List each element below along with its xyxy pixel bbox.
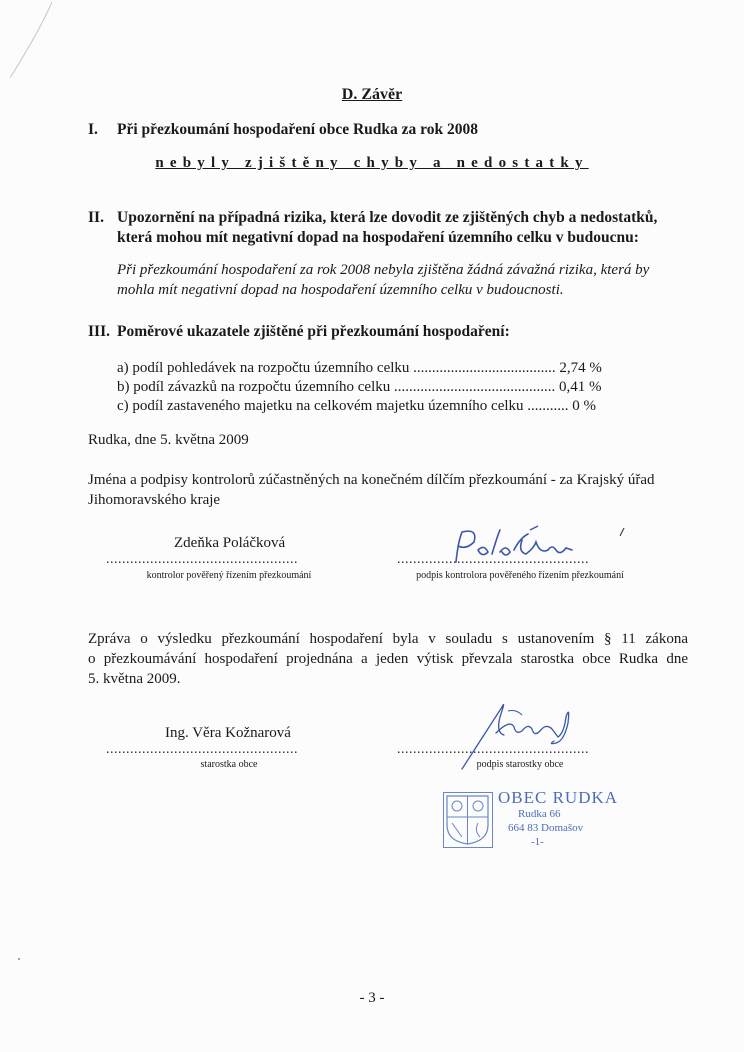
section-1-number: I. — [88, 121, 98, 138]
report-statement-line2: o přezkoumávání hospodaření projednána a jeden výtisk převzala starostka obce Rudka dne — [88, 651, 688, 667]
page-number: - 3 - — [359, 990, 385, 1006]
section-3-title-text: Poměrové ukazatele zjištěné při přezkoumání hospodaření: — [117, 323, 510, 340]
inspector-caption: kontrolor pověřený řízením přezkoumání — [146, 570, 312, 581]
scan-dot — [18, 958, 20, 960]
section-1-result: nebyly zjištěny chyby a nedostatky — [155, 155, 589, 171]
mayor-caption: starostka obce — [200, 759, 258, 770]
section-2-number: II. — [88, 209, 104, 226]
stamp-address-line2: 664 83 Domašov — [508, 822, 584, 834]
stamp-name: OBEC RUDKA — [498, 788, 619, 807]
ratio-list — [117, 359, 602, 416]
inspector-signature — [448, 522, 628, 572]
mayor-signature-dotted-line: ................................................ — [397, 742, 589, 757]
inspector-name: Zdeňka Poláčková — [174, 535, 286, 551]
mayor-signature-caption: podpis starostky obce — [476, 759, 564, 770]
section-2-body-line2: mohla mít negativní dopad na hospodaření územního celku v budoucnosti. — [117, 282, 564, 298]
coat-of-arms-icon — [443, 792, 493, 848]
section-2-title — [88, 208, 688, 248]
mayor-signature — [456, 693, 586, 773]
inspector-dotted-line: ................................................ — [106, 552, 298, 567]
inspectors-statement-line1: Jména a podpisy kontrolorů zúčastněných na konečném dílčím přezkoumání - za Krajský úřad — [88, 472, 655, 488]
section-3-number: III. — [88, 323, 110, 340]
inspectors-statement-line2: Jihomoravského kraje — [88, 492, 221, 508]
inspector-signature-caption: podpis kontrolora pověřeného řízením přezkoumání — [416, 570, 624, 581]
municipal-stamp — [443, 788, 619, 852]
stamp-address-line1: Rudka 66 — [518, 808, 561, 820]
section-3-title — [88, 322, 510, 342]
scan-margin-mark — [0, 0, 60, 80]
stamp-number: -1- — [531, 836, 544, 848]
inspector-signature-dotted-line: ................................................ — [397, 552, 589, 567]
section-2-body-line1: Při přezkoumání hospodaření za rok 2008 nebyla zjištěna žádná závažná rizika, která by — [117, 262, 650, 278]
section-heading: D. Závěr — [341, 86, 403, 103]
ratio-item-liabilities: b) podíl závazků na rozpočtu územního celku ........................................... 0,41 % — [117, 379, 602, 395]
section-1-title — [88, 120, 478, 140]
report-statement-line3: 5. května 2009. — [88, 671, 181, 687]
mayor-name: Ing. Věra Kožnarová — [165, 725, 291, 741]
mayor-dotted-line: ................................................ — [106, 742, 298, 757]
section-2-title-line2: která mohou mít negativní dopad na hospodaření územního celku v budoucnu: — [117, 229, 639, 246]
ratio-item-pledged-assets: c) podíl zastaveného majetku na celkovém majetku územního celku ........... 0 % — [117, 398, 597, 414]
section-2-body — [117, 260, 697, 300]
inspectors-statement — [88, 470, 688, 510]
report-statement-line1: Zpráva o výsledku přezkoumání hospodaření byla v souladu s ustanovením § 11 zákona — [88, 631, 688, 647]
section-1-title-text: Při přezkoumání hospodaření obce Rudka za rok 2008 — [117, 121, 478, 138]
ratio-item-receivables: a) podíl pohledávek na rozpočtu územního celku ...................................... 2,74 % — [117, 360, 602, 376]
section-2-title-line1: Upozornění na případná rizika, která lze dovodit ze zjištěných chyb a nedostatků, — [117, 209, 658, 226]
report-statement — [88, 629, 688, 689]
place-date: Rudka, dne 5. května 2009 — [88, 432, 249, 448]
